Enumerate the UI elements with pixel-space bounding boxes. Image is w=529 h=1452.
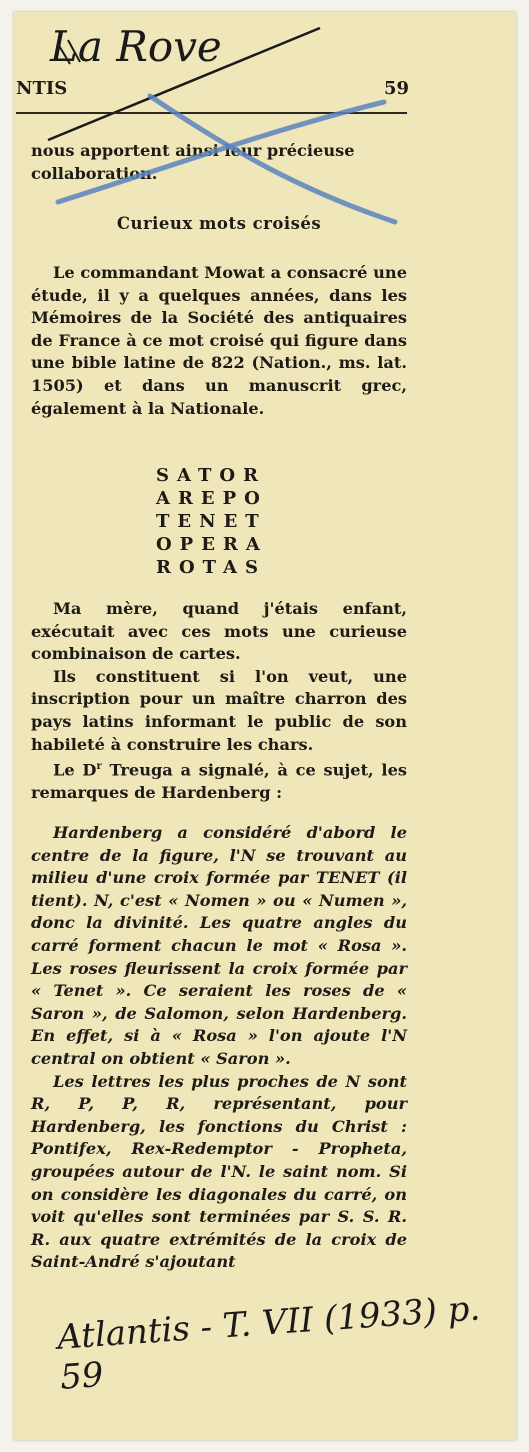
quote-paragraph: Les lettres les plus proches de N sont R, P, P, R, représentant, pour Hardenberg, les fonctions du Christ : Pontifex, Rex-Redemptor - Propheta, groupées autour de l'N. le saint nom. Si on considère les diagonales du carré, on voit qu'elles sont terminées par S. S. R. R. aux quatre extrémités de la croix de Saint-André s'ajoutant [31, 1071, 407, 1272]
square-row: AREPO [156, 488, 268, 509]
section-title: Curieux mots croisés [116, 214, 322, 233]
intro-line: nous apportent ainsi leur précieuse [31, 141, 355, 160]
paragraph-text-part: Treuga a signalé, à ce sujet, les remarques de Hardenberg : [31, 760, 407, 803]
paragraph-mere [31, 598, 407, 805]
square-row: ROTAS [156, 557, 267, 578]
superscript: r [96, 761, 102, 773]
paragraph-text-part: Le D [53, 760, 97, 780]
square-row: TENET [156, 511, 267, 532]
paragraph-treuga [31, 756, 407, 805]
handwritten-source: Atlantis - T. VII (1933) p. 59 [56, 1288, 482, 1398]
running-head: NTIS [16, 78, 68, 99]
sator-square [156, 464, 296, 579]
quote-hardenberg [31, 822, 407, 1274]
paragraph-text: Ma mère, quand j'étais enfant, exécutait avec ces mots une curieuse combinaison de cartes. [31, 599, 407, 664]
square-row: OPERA [156, 534, 268, 555]
quote-paragraph: Hardenberg a considéré d'abord le centre de la figure, l'N se trouvant au milieu d'une croix formée par TENET (il tient). N, c'est « Nomen » ou « Numen », donc la divinité. Les quatre angles du carré forment chacun le mot « Rosa ». Les roses fleurissent la croix formée par « Tenet ». Ce seraient les roses de « Saron », de Salomon, selon Hardenberg. En effet, si à « Rosa » l'on ajoute l'N central on obtient « Saron ». [31, 823, 407, 1068]
paragraph-text: Le commandant Mowat a consacré une étude, il y a quelques années, dans les Mémoires de la Société des antiquaires de France à ce mot croisé qui figure dans une bible latine de 822 (Nation., ms. lat. 1505) et dans un manuscrit grec, également à la Nationale. [31, 263, 407, 418]
paragraph-mowat [31, 262, 407, 420]
handwritten-note: La Rove [50, 22, 222, 71]
square-row: SATOR [156, 465, 267, 486]
page-number: 59 [384, 78, 410, 99]
intro-line: collaboration. [31, 163, 158, 183]
paragraph-text: Ils constituent si l'on veut, une inscription pour un maître charron des pays latins informant le public de son habileté à construire les chars. [31, 666, 407, 754]
